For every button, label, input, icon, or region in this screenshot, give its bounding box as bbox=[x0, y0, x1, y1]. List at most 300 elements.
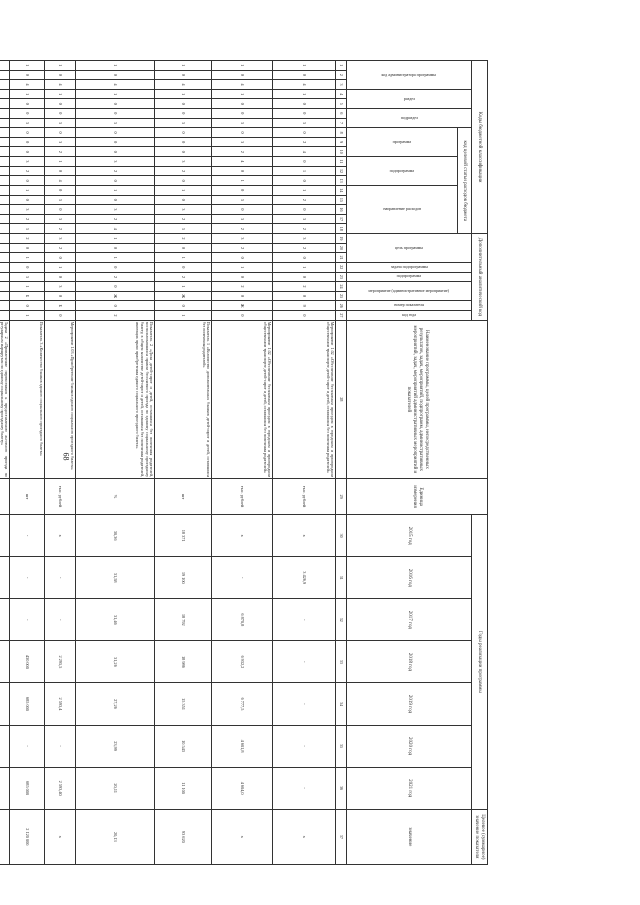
row-value: х bbox=[273, 809, 336, 864]
code-digit bbox=[0, 89, 10, 99]
code-digit: 0 bbox=[273, 109, 336, 119]
code-digit: 3 bbox=[10, 224, 45, 234]
code-digit: Ж bbox=[76, 291, 155, 301]
row-value: х bbox=[212, 515, 273, 557]
code-digit: 0 bbox=[45, 205, 76, 215]
row-value: 31,26 bbox=[76, 641, 155, 683]
code-digit: 2 bbox=[273, 243, 336, 253]
code-digit: 1 bbox=[76, 89, 155, 99]
code-digit: 1 bbox=[45, 89, 76, 99]
row-value: 6 932,2 bbox=[212, 641, 273, 683]
col-num-19: 19 bbox=[336, 234, 347, 244]
vh-task bbox=[347, 262, 472, 272]
code-digit: 0 bbox=[212, 291, 273, 301]
row-value: 11 100 bbox=[155, 767, 212, 809]
analytic-code-title: Дополнительный аналитический код bbox=[472, 234, 488, 321]
code-digit: 9 bbox=[273, 301, 336, 311]
row-text: Показатель 2 «Доля детей-сирот и детей, оставшихся без попечения родителей, воспользовавшихся правом бесплатного проезда по единому социальному проездному билету, в общем количестве детей-сирот и детей, оставшихся без попечения родителей, имеющих право приобретения единого социального проездного билета» bbox=[76, 320, 155, 478]
code-digit: 0 bbox=[273, 176, 336, 186]
code-digit: 4 bbox=[76, 224, 155, 234]
row-value bbox=[0, 641, 10, 683]
code-digit: 0 bbox=[273, 253, 336, 263]
code-digit: 0 bbox=[76, 128, 155, 138]
col-num-15: 15 bbox=[336, 195, 347, 205]
code-digit: 2 bbox=[155, 166, 212, 176]
code-digit: 0 bbox=[10, 147, 45, 157]
col-num-3: 3 bbox=[336, 80, 347, 90]
row-value: 31,58 bbox=[76, 557, 155, 599]
code-digit: 2 bbox=[10, 214, 45, 224]
row-value: - bbox=[273, 683, 336, 725]
code-digit: 0 bbox=[76, 176, 155, 186]
col-num-33: 33 bbox=[336, 641, 347, 683]
vh-admin bbox=[347, 61, 472, 90]
code-digit: 2 bbox=[76, 214, 155, 224]
code-digit: 4 bbox=[212, 80, 273, 90]
row-unit: тыс. рублей bbox=[212, 479, 273, 515]
col-num-17: 17 bbox=[336, 214, 347, 224]
code-digit: 2 bbox=[273, 224, 336, 234]
code-digit bbox=[0, 157, 10, 167]
code-digit: 0 bbox=[45, 166, 76, 176]
col-num-1: 1 bbox=[336, 61, 347, 71]
code-digit: 3 bbox=[45, 137, 76, 147]
code-digit: 0 bbox=[273, 128, 336, 138]
row-value: - bbox=[273, 725, 336, 767]
row-value: - bbox=[273, 599, 336, 641]
code-digit: 1 bbox=[10, 89, 45, 99]
code-digit bbox=[0, 234, 10, 244]
code-digit: 1 bbox=[76, 253, 155, 263]
code-digit: 2 bbox=[212, 282, 273, 292]
vh-podrazdel-label: подраздел bbox=[400, 114, 418, 120]
code-digit: 1 bbox=[76, 185, 155, 195]
unit-col-header: Единица измерения bbox=[347, 479, 488, 515]
code-digit: 4 bbox=[76, 80, 155, 90]
row-unit: шт bbox=[10, 479, 45, 515]
vh-indicator-label: номер показателя bbox=[394, 302, 424, 308]
code-digit bbox=[0, 272, 10, 282]
table-row bbox=[273, 61, 336, 865]
code-digit: 4 bbox=[212, 157, 273, 167]
row-value: 4 604,0 bbox=[212, 767, 273, 809]
code-digit: 0 bbox=[10, 137, 45, 147]
code-digit: 2 bbox=[76, 166, 155, 176]
code-digit bbox=[0, 118, 10, 128]
row-value: х bbox=[273, 515, 336, 557]
code-digit: 0 bbox=[76, 262, 155, 272]
col-num-36: 36 bbox=[336, 767, 347, 809]
code-digit bbox=[0, 301, 10, 311]
code-digit: 0 bbox=[10, 70, 45, 80]
row-unit: тыс. рублей bbox=[273, 479, 336, 515]
row-value: 10 543 bbox=[155, 725, 212, 767]
code-digit: 2 bbox=[273, 137, 336, 147]
code-digit: 1 bbox=[10, 61, 45, 71]
code-digit: 0 bbox=[10, 262, 45, 272]
code-digit: 0 bbox=[45, 128, 76, 138]
row-value: 6 870,8 bbox=[212, 599, 273, 641]
code-digit: 3 bbox=[76, 118, 155, 128]
final-note: значение bbox=[347, 809, 472, 864]
code-digit: 0 bbox=[76, 137, 155, 147]
col-num-8: 8 bbox=[336, 128, 347, 138]
col-num-22: 22 bbox=[336, 262, 347, 272]
code-digit: 0 bbox=[45, 185, 76, 195]
code-digit: 1 bbox=[10, 185, 45, 195]
row-value bbox=[0, 809, 10, 864]
col-num-13: 13 bbox=[336, 176, 347, 186]
year-header-5: 2020 год bbox=[347, 725, 472, 767]
code-digit: 0 bbox=[273, 291, 336, 301]
code-digit: 3 bbox=[45, 195, 76, 205]
code-digit bbox=[0, 214, 10, 224]
code-digit: 0 bbox=[155, 176, 212, 186]
row-unit bbox=[0, 479, 10, 515]
code-digit bbox=[0, 70, 10, 80]
col-num-30: 30 bbox=[336, 515, 347, 557]
code-digit bbox=[0, 137, 10, 147]
code-digit: Б bbox=[45, 301, 76, 311]
vh-direction-label: направление расходов bbox=[383, 206, 421, 212]
code-digit: 3 bbox=[212, 195, 273, 205]
code-digit: 1 bbox=[273, 185, 336, 195]
code-digit: 0 bbox=[273, 157, 336, 167]
col-num-11: 11 bbox=[336, 157, 347, 167]
code-digit: 0 bbox=[10, 243, 45, 253]
code-digit: 0 bbox=[76, 147, 155, 157]
row-value: - bbox=[212, 557, 273, 599]
code-digit: 0 bbox=[76, 282, 155, 292]
program-table bbox=[0, 60, 488, 865]
budget-codes-title: Коды бюджетной классификации bbox=[472, 61, 488, 234]
row-value: 31,46 bbox=[76, 599, 155, 641]
header-row-1 bbox=[472, 61, 488, 865]
row-unit: % bbox=[76, 479, 155, 515]
row-value: х bbox=[45, 515, 76, 557]
col-num-12: 12 bbox=[336, 166, 347, 176]
year-header-4: 2019 год bbox=[347, 683, 472, 725]
year-header-1: 2016 год bbox=[347, 557, 472, 599]
code-digit bbox=[0, 262, 10, 272]
code-digit: Б bbox=[10, 291, 45, 301]
code-digit: 3 bbox=[155, 205, 212, 215]
code-digit: 4 bbox=[273, 80, 336, 90]
row-value: 30,36 bbox=[76, 515, 155, 557]
col-num-20: 20 bbox=[336, 243, 347, 253]
code-digit: 4 bbox=[45, 176, 76, 186]
row-value: - bbox=[10, 725, 45, 767]
row-value: 2 593,4 bbox=[45, 683, 76, 725]
code-digit: 3 bbox=[155, 157, 212, 167]
code-digit: 3 bbox=[273, 234, 336, 244]
code-digit: 0 bbox=[212, 109, 273, 119]
code-digit: 3 bbox=[45, 118, 76, 128]
code-digit: 4 bbox=[273, 147, 336, 157]
code-digit: 1 bbox=[10, 311, 45, 321]
code-digit: 0 bbox=[45, 291, 76, 301]
code-digit: 0 bbox=[155, 128, 212, 138]
col-num-31: 31 bbox=[336, 557, 347, 599]
vh-subprogram bbox=[347, 157, 458, 186]
code-digit: Ж bbox=[212, 301, 273, 311]
code-digit: 0 bbox=[10, 301, 45, 311]
row-text: Задача 2 «Привлечение перевозчиков к предоставлению льготного проезда по регулярным маршрутам по единому социальному проездному билету» bbox=[0, 320, 10, 478]
code-digit: 0 bbox=[155, 262, 212, 272]
row-value: 18 986 bbox=[155, 641, 212, 683]
col-num-16: 16 bbox=[336, 205, 347, 215]
row-unit: шт bbox=[155, 479, 212, 515]
code-digit: 0 bbox=[212, 272, 273, 282]
code-digit: 0 bbox=[212, 311, 273, 321]
code-digit bbox=[0, 128, 10, 138]
year-header-2: 2017 год bbox=[347, 599, 472, 641]
code-digit: 0 bbox=[212, 253, 273, 263]
table-row bbox=[212, 61, 273, 865]
vh-year-code-label: код года bbox=[402, 311, 416, 317]
vh-goal-label: цель программы bbox=[394, 244, 424, 250]
code-digit: 0 bbox=[45, 272, 76, 282]
code-digit: 0 bbox=[155, 147, 212, 157]
row-value: - bbox=[45, 557, 76, 599]
code-digit: 3 bbox=[45, 234, 76, 244]
row-value: 685 000 bbox=[10, 767, 45, 809]
row-value bbox=[0, 683, 10, 725]
col-num-4: 4 bbox=[336, 89, 347, 99]
code-digit: 0 bbox=[273, 70, 336, 80]
row-value: - bbox=[273, 641, 336, 683]
code-digit: 1 bbox=[155, 185, 212, 195]
vh-year-code bbox=[347, 311, 472, 321]
code-digit: 0 bbox=[212, 70, 273, 80]
table-row bbox=[76, 61, 155, 865]
code-digit: 3 bbox=[155, 118, 212, 128]
col-num-27: 27 bbox=[336, 311, 347, 321]
code-digit: 3 bbox=[212, 137, 273, 147]
code-digit: 0 bbox=[10, 109, 45, 119]
code-digit: 0 bbox=[212, 128, 273, 138]
code-digit: 3 bbox=[45, 214, 76, 224]
col-num-5: 5 bbox=[336, 99, 347, 109]
col-num-14: 14 bbox=[336, 185, 347, 195]
code-digit bbox=[0, 109, 10, 119]
col-num-7: 7 bbox=[336, 118, 347, 128]
code-digit: 0 bbox=[155, 243, 212, 253]
vh-goal bbox=[347, 234, 472, 263]
row-value: 430 000 bbox=[10, 641, 45, 683]
code-digit: 1 bbox=[45, 262, 76, 272]
table-row bbox=[45, 61, 76, 865]
code-digit: 1 bbox=[45, 157, 76, 167]
table-row bbox=[155, 61, 212, 865]
col-num-2: 2 bbox=[336, 70, 347, 80]
row-value: 2 593,40 bbox=[45, 767, 76, 809]
code-digit: 2 bbox=[10, 234, 45, 244]
code-digit: 1 bbox=[155, 61, 212, 71]
vh-program-label: программа bbox=[392, 138, 412, 144]
row-value: - bbox=[45, 725, 76, 767]
code-digit: 1 bbox=[273, 89, 336, 99]
code-digit: 1 bbox=[273, 166, 336, 176]
code-digit: Ж bbox=[155, 291, 212, 301]
final-col-header: Целевое (суммарное) значение показателя bbox=[472, 809, 488, 864]
row-value: 3 426,9 bbox=[273, 557, 336, 599]
code-digit: 2 bbox=[76, 311, 155, 321]
code-digit: 2 bbox=[155, 214, 212, 224]
code-digit: 4 bbox=[10, 80, 45, 90]
vh-razdel-label: раздел bbox=[403, 95, 415, 101]
code-digit: 0 bbox=[45, 311, 76, 321]
row-text: Мероприятие 1.03 «Приобретение бланков единого социального проездного билета» bbox=[45, 320, 76, 478]
code-digit: 2 bbox=[155, 234, 212, 244]
row-value: х bbox=[45, 809, 76, 864]
code-digit bbox=[0, 224, 10, 234]
vh-admin-label: код администратора программы bbox=[381, 71, 437, 77]
row-value: 27,26 bbox=[76, 683, 155, 725]
code-digit: 2 bbox=[273, 282, 336, 292]
page-number: 68 bbox=[61, 452, 71, 461]
code-digit: 0 bbox=[155, 301, 212, 311]
col-num-35: 35 bbox=[336, 725, 347, 767]
row-text: Мероприятие 1.02 «Обеспечение бесплатным проездом в городском и пригородном общественном транспорте детей-сирот и детей, оставшихся без попечения родителей» bbox=[212, 320, 273, 478]
code-digit: 0 bbox=[76, 99, 155, 109]
row-value: 18 371 bbox=[155, 515, 212, 557]
code-digit: 0 bbox=[76, 301, 155, 311]
code-digit: 0 bbox=[10, 195, 45, 205]
code-digit: 1 bbox=[212, 61, 273, 71]
year-header-3: 2018 год bbox=[347, 641, 472, 683]
vh-measure bbox=[347, 282, 472, 301]
code-digit: 2 bbox=[212, 147, 273, 157]
code-digit: 0 bbox=[212, 166, 273, 176]
code-digit: 3 bbox=[10, 118, 45, 128]
col-num-21: 21 bbox=[336, 253, 347, 263]
row-value: х bbox=[212, 809, 273, 864]
code-digit bbox=[0, 147, 10, 157]
years-title: Годы реализации программы bbox=[472, 515, 488, 810]
column-number-row bbox=[336, 61, 347, 865]
code-digit: 1 bbox=[10, 253, 45, 263]
code-digit bbox=[0, 195, 10, 205]
col-num-23: 23 bbox=[336, 272, 347, 282]
col-num-37: 37 bbox=[336, 809, 347, 864]
vh-task-label: задача подпрограммы bbox=[390, 263, 428, 269]
vh-razdel bbox=[347, 89, 472, 108]
code-digit: 0 bbox=[212, 99, 273, 109]
year-header-0: 2015 год bbox=[347, 515, 472, 557]
vh-measure-label: мероприятие (административное мероприятие) bbox=[368, 287, 450, 293]
row-value: - bbox=[273, 767, 336, 809]
year-header-6: 2021 год bbox=[347, 767, 472, 809]
code-digit: 4 bbox=[155, 80, 212, 90]
code-digit: 1 bbox=[155, 89, 212, 99]
vh-program bbox=[347, 128, 458, 157]
code-digit bbox=[0, 311, 10, 321]
code-digit: 0 bbox=[76, 109, 155, 119]
row-value bbox=[0, 557, 10, 599]
vh-podprogram bbox=[347, 272, 472, 282]
col-num-34: 34 bbox=[336, 683, 347, 725]
code-digit: 2 bbox=[45, 243, 76, 253]
row-value: 15 351 bbox=[155, 683, 212, 725]
code-digit: 3 bbox=[10, 205, 45, 215]
col-num-18: 18 bbox=[336, 224, 347, 234]
code-digit bbox=[0, 61, 10, 71]
code-digit bbox=[0, 243, 10, 253]
col-num-6: 6 bbox=[336, 109, 347, 119]
row-value: 2 295,5 bbox=[45, 641, 76, 683]
code-digit bbox=[0, 176, 10, 186]
code-digit: 0 bbox=[155, 99, 212, 109]
col-num-28: 28 bbox=[336, 320, 347, 478]
code-digit: 1 bbox=[155, 311, 212, 321]
vh-podrazdel bbox=[347, 109, 472, 128]
col-num-10: 10 bbox=[336, 147, 347, 157]
code-digit: 2 bbox=[45, 147, 76, 157]
code-digit bbox=[0, 80, 10, 90]
row-value: 4 601,8 bbox=[212, 725, 273, 767]
col-num-24: 24 bbox=[336, 282, 347, 292]
code-digit: 3 bbox=[212, 118, 273, 128]
code-digit: 1 bbox=[273, 61, 336, 71]
col-num-32: 32 bbox=[336, 599, 347, 641]
row-unit: тыс. рублей bbox=[45, 479, 76, 515]
code-digit: 0 bbox=[273, 99, 336, 109]
code-digit: 3 bbox=[76, 205, 155, 215]
code-digit: 0 bbox=[10, 176, 45, 186]
col-num-25: 25 bbox=[336, 291, 347, 301]
code-digit: 0 bbox=[155, 137, 212, 147]
code-digit: 0 bbox=[76, 195, 155, 205]
row-value: 20,13 bbox=[76, 809, 155, 864]
code-digit: 3 bbox=[212, 214, 273, 224]
code-digit: 1 bbox=[155, 282, 212, 292]
code-digit: 0 bbox=[45, 70, 76, 80]
code-digit: 1 bbox=[10, 282, 45, 292]
row-value: 2 120 000 bbox=[10, 809, 45, 864]
vh-subprogram-label: подпрограмма bbox=[389, 167, 415, 173]
code-digit: 1 bbox=[45, 61, 76, 71]
code-digit: 3 bbox=[45, 282, 76, 292]
code-digit: 0 bbox=[10, 99, 45, 109]
row-value: - bbox=[10, 515, 45, 557]
code-digit: 3 bbox=[273, 118, 336, 128]
row-value: - bbox=[10, 557, 45, 599]
code-digit bbox=[0, 205, 10, 215]
code-digit bbox=[0, 185, 10, 195]
name-col-header: Наименование программы, целей программы, непосредственных результатов, задач, мероприятий, подпрограмм, административных мероприятий, задач, мероприятий административных мероприятий и показателей bbox=[347, 320, 488, 478]
code-digit: 0 bbox=[273, 311, 336, 321]
code-digit: 4 bbox=[45, 80, 76, 90]
code-digit: 2 bbox=[155, 272, 212, 282]
code-digit: 0 bbox=[45, 109, 76, 119]
row-value bbox=[0, 725, 10, 767]
code-digit: 0 bbox=[212, 205, 273, 215]
code-digit: 2 bbox=[10, 166, 45, 176]
code-digit: 0 bbox=[273, 272, 336, 282]
table-row bbox=[0, 61, 10, 865]
vh-podprogram-label: подпрограмма bbox=[396, 273, 422, 279]
code-digit: 1 bbox=[155, 253, 212, 263]
row-value: - bbox=[10, 599, 45, 641]
row-text: Показатель 1 «Количество дополнительных бланков детей-сирот и детей, оставшихся без попечения родителей» bbox=[155, 320, 212, 478]
code-digit: 1 bbox=[273, 262, 336, 272]
code-digit: 1 bbox=[212, 262, 273, 272]
code-digit: 1 bbox=[76, 61, 155, 71]
code-digit: 3 bbox=[212, 234, 273, 244]
code-digit bbox=[0, 99, 10, 109]
code-digit: 3 bbox=[10, 272, 45, 282]
